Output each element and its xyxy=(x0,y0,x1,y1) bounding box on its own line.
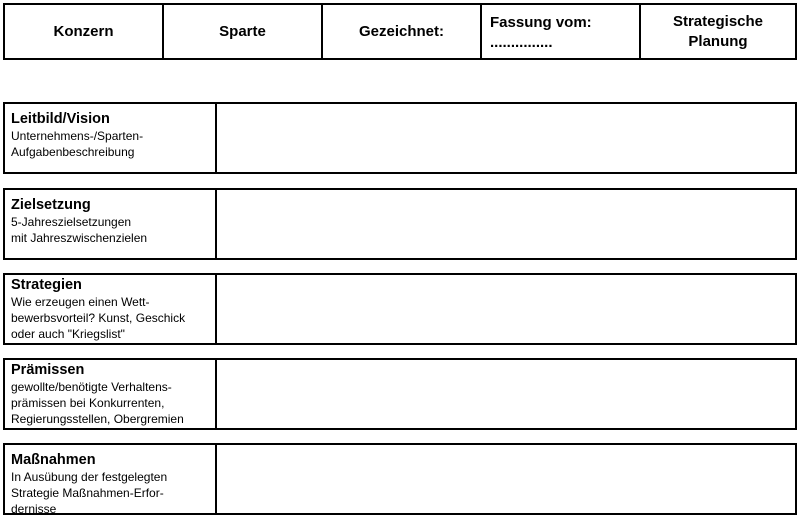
row-content-field[interactable] xyxy=(217,190,795,258)
header-konzern: Konzern xyxy=(5,5,164,58)
row-desc-line: bewerbsvorteil? Kunst, Geschick xyxy=(11,311,186,325)
row-desc-line: gewollte/benötigte Verhaltens- xyxy=(11,380,172,394)
strategie-line2: Planung xyxy=(688,32,748,50)
header-strategische-planung xyxy=(641,5,795,58)
row-content-field[interactable] xyxy=(217,360,795,428)
header-gezeichnet: Gezeichnet: xyxy=(323,5,482,58)
row-content-field[interactable] xyxy=(217,104,795,172)
row-label xyxy=(5,104,217,172)
row-content-field[interactable] xyxy=(217,445,795,513)
row-desc-line: In Ausübung der festgelegten xyxy=(11,470,168,484)
fassung-label: Fassung vom: xyxy=(490,14,592,31)
row-massnahmen xyxy=(3,443,797,515)
header-fassung xyxy=(482,5,641,58)
row-desc-line: oder auch "Kriegslist" xyxy=(11,327,125,341)
fassung-value: ............... xyxy=(490,33,553,51)
row-label xyxy=(5,445,217,516)
row-desc-line: Strategie Maßnahmen-Erfor- xyxy=(11,486,164,500)
row-title: Prämissen xyxy=(11,362,85,378)
header-table xyxy=(3,3,797,60)
row-zielsetzung xyxy=(3,188,797,260)
row-title: Leitbild/Vision xyxy=(11,111,110,127)
row-desc-line: Regierungsstellen, Obergremien xyxy=(11,412,184,426)
row-desc-line: mit Jahreszwischenzielen xyxy=(11,231,148,245)
row-strategien xyxy=(3,273,797,345)
strategie-line1: Strategische xyxy=(672,13,764,30)
row-title: Maßnahmen xyxy=(11,452,96,468)
row-title: Zielsetzung xyxy=(11,197,91,213)
row-desc-line: Wie erzeugen einen Wett- xyxy=(11,295,150,309)
row-desc-line: 5-Jahreszielsetzungen xyxy=(11,215,132,229)
row-desc-line: prämissen bei Konkurrenten, xyxy=(11,396,165,410)
header-sparte: Sparte xyxy=(164,5,323,58)
row-praemissen xyxy=(3,358,797,430)
row-label xyxy=(5,360,217,428)
row-leitbild-vision xyxy=(3,102,797,174)
row-content-field[interactable] xyxy=(217,275,795,343)
row-label xyxy=(5,275,217,343)
row-desc-line: dernisse xyxy=(11,502,57,516)
row-label xyxy=(5,190,217,258)
row-desc-line: Aufgabenbeschreibung xyxy=(11,145,135,159)
row-desc-line: Unternehmens-/Sparten- xyxy=(11,129,144,143)
row-title: Strategien xyxy=(11,277,82,293)
